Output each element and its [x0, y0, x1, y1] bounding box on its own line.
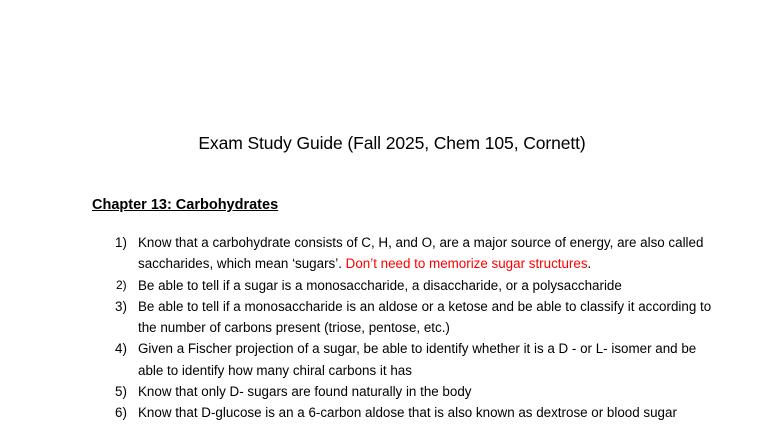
list-item-number: 2) — [116, 277, 127, 292]
list-item-number: 3) — [115, 298, 127, 314]
list-item-text: Know that a carbohydrate consists of C, H, and O, are a major source of energy, are also called saccharides, which mean ‘sugars’. — [138, 235, 704, 272]
list-item-text: Given a Fischer projection of a sugar, be able to identify whether it is a D - or L- isomer and be able to identify how many chiral carbons it has — [138, 341, 697, 378]
list-item-text-end: . — [587, 256, 592, 272]
list-item-number: 6) — [115, 405, 127, 421]
list-item — [92, 381, 712, 402]
list-item-text: Be able to tell if a sugar is a monosaccharide, a disaccharide, or a polysaccharide — [138, 277, 622, 293]
list-item-text: Know that D-glucose is an a 6-carbon aldose that is also known as dextrose or blood sugar — [138, 405, 677, 421]
list-item — [92, 402, 712, 423]
list-item-text: Be able to tell if a monosaccharide is an aldose or a ketose and be able to classify it according to the number of carbons present (triose, pentose, etc.) — [138, 298, 712, 336]
list-item-number: 5) — [115, 384, 127, 400]
list-item — [92, 338, 712, 381]
highlighted-note: Don’t need to memorize sugar structures — [345, 256, 588, 272]
page-title: Exam Study Guide (Fall 2025, Chem 105, Cornett) — [198, 133, 586, 153]
study-guide-list — [92, 232, 712, 424]
list-item-number: 4) — [115, 341, 127, 357]
list-item — [92, 232, 712, 275]
list-item — [92, 275, 712, 296]
list-item-text: Know that only D- sugars are found naturally in the body — [138, 384, 472, 400]
section-heading: Chapter 13: Carbohydrates — [92, 197, 279, 213]
list-item — [92, 296, 712, 339]
list-item-number: 1) — [115, 235, 127, 250]
